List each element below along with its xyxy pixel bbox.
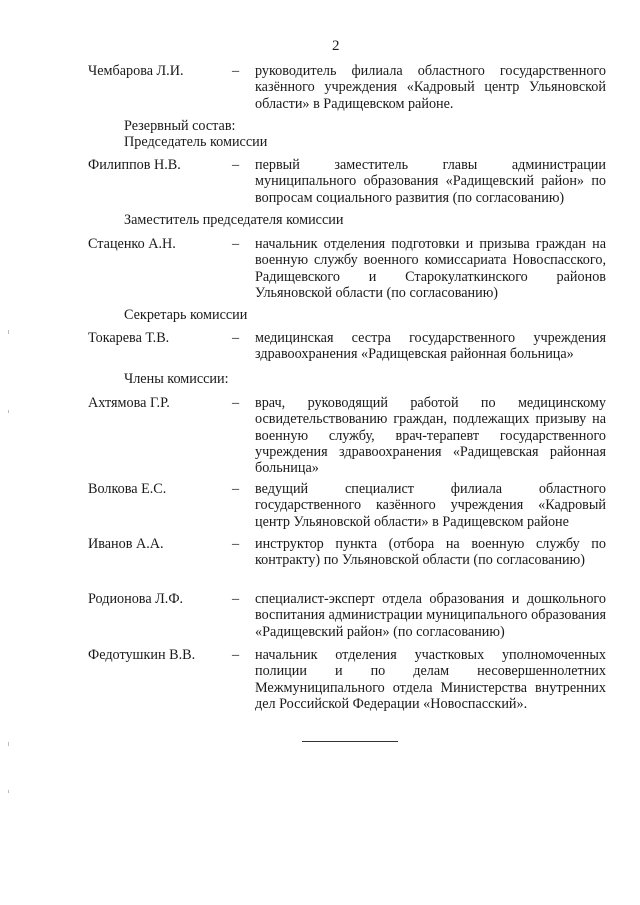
- entry-description: врач, руководящий работой по медицинскому освидетельствованию граждан, подлежащих призыву на военную службу, врач-терапевт государственного учреждения здравоохранения «Радищевская районная больница»: [255, 395, 606, 477]
- entry-description: инструктор пункта (отбора на военную службу по контракту) по Ульяновской области (по согласованию): [255, 536, 606, 569]
- scan-mark: [8, 330, 9, 334]
- entry-dash: –: [232, 330, 240, 346]
- scan-mark: [8, 790, 9, 793]
- entry-name: Ахтямова Г.Р.: [88, 395, 170, 411]
- entry-description: начальник отделения подготовки и призыва граждан на военную службу военного комиссариата Новоспасского, Радищевского и Старокулаткинского районов Ульяновской области (по согласованию): [255, 236, 606, 301]
- heading-members: Члены комиссии:: [124, 371, 229, 387]
- scan-mark: [8, 742, 9, 746]
- entry-description: первый заместитель главы администрации муниципального образования «Радищевский район» по вопросам социального развития (по согласованию): [255, 157, 606, 206]
- entry-dash: –: [232, 63, 240, 79]
- entry-dash: –: [232, 591, 240, 607]
- page-number: 2: [332, 38, 340, 54]
- entry-name: Волкова Е.С.: [88, 481, 167, 497]
- heading-deputy: Заместитель председателя комиссии: [124, 212, 344, 228]
- entry-name: Чембарова Л.И.: [88, 63, 184, 79]
- entry-name: Родионова Л.Ф.: [88, 591, 184, 607]
- entry-name: Иванов А.А.: [88, 536, 164, 552]
- entry-name: Токарева Т.В.: [88, 330, 170, 346]
- entry-name: Федотушкин В.В.: [88, 647, 196, 663]
- entry-name: Филиппов Н.В.: [88, 157, 181, 173]
- entry-description: ведущий специалист филиала областного государственного казённого учреждения «Кадровый центр Ульяновской области» в Радищевском районе: [255, 481, 606, 530]
- entry-dash: –: [232, 647, 240, 663]
- entry-name: Стаценко А.Н.: [88, 236, 176, 252]
- entry-dash: –: [232, 395, 240, 411]
- entry-dash: –: [232, 481, 240, 497]
- end-divider: [302, 741, 398, 742]
- heading-reserve: Резервный состав:: [124, 118, 236, 134]
- entry-description: руководитель филиала областного государственного казённого учреждения «Кадровый центр Ульяновской области» в Радищевском районе.: [255, 63, 606, 112]
- entry-dash: –: [232, 236, 240, 252]
- scan-mark: [8, 410, 9, 413]
- heading-chairman: Председатель комиссии: [124, 134, 268, 150]
- entry-dash: –: [232, 157, 240, 173]
- entry-dash: –: [232, 536, 240, 552]
- entry-description: начальник отделения участковых уполномоченных полиции и по делам несовершеннолетних Межмуниципального отдела Министерства внутренних дел Российской Федерации «Новоспасский».: [255, 647, 606, 712]
- heading-secretary: Секретарь комиссии: [124, 307, 248, 323]
- entry-description: специалист-эксперт отдела образования и дошкольного воспитания администрации муниципального образования «Радищевский район» (по согласованию): [255, 591, 606, 640]
- entry-description: медицинская сестра государственного учреждения здравоохранения «Радищевская районная больница»: [255, 330, 606, 363]
